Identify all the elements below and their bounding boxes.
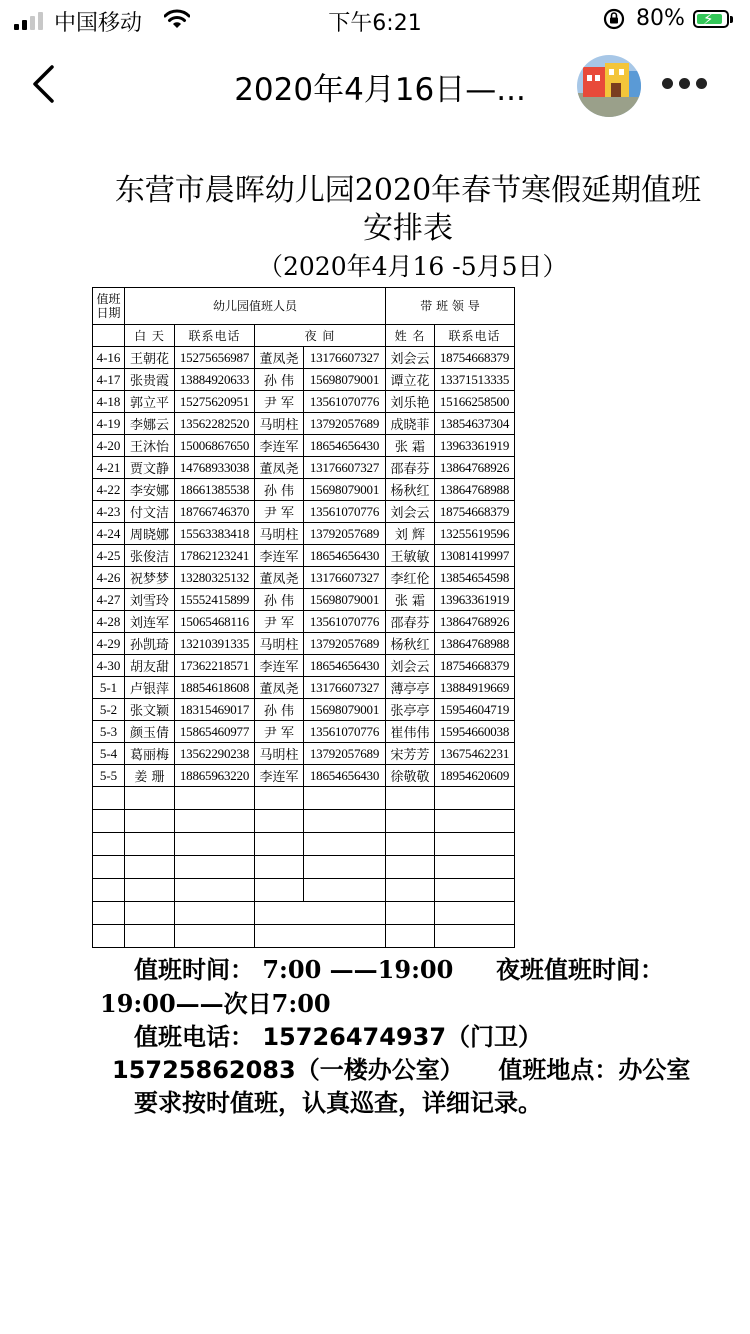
table-row xyxy=(93,589,515,611)
empty-table-row xyxy=(93,856,515,879)
empty-table-row xyxy=(93,787,515,810)
table-row xyxy=(93,457,515,479)
empty-cell xyxy=(93,925,125,948)
document-title: 东营市晨晖幼儿园2020年春节寒假延期值班安排表 xyxy=(114,173,702,246)
rotation-lock-icon xyxy=(603,8,625,30)
night-staff-name: 马明柱 xyxy=(255,523,304,545)
day-staff-phone: 13562290238 xyxy=(175,743,255,765)
night-staff-name: 李连军 xyxy=(255,765,304,787)
date-cell: 4-22 xyxy=(93,479,125,501)
empty-cell xyxy=(125,902,175,925)
date-cell: 4-30 xyxy=(93,655,125,677)
day-staff-name: 孙凯琦 xyxy=(125,633,175,655)
day-staff-phone: 15552415899 xyxy=(175,589,255,611)
night-staff-name: 董凤尧 xyxy=(255,677,304,699)
leader-phone: 13884919669 xyxy=(435,677,515,699)
day-staff-phone: 15006867650 xyxy=(175,435,255,457)
empty-cell xyxy=(255,810,304,833)
empty-cell xyxy=(304,833,386,856)
night-staff-name: 尹 军 xyxy=(255,721,304,743)
leader-phone: 18754668379 xyxy=(435,501,515,523)
night-staff-phone: 18654656430 xyxy=(304,655,386,677)
date-cell: 5-2 xyxy=(93,699,125,721)
date-cell: 4-23 xyxy=(93,501,125,523)
day-staff-name: 付文洁 xyxy=(125,501,175,523)
empty-cell xyxy=(435,925,515,948)
duty-notes xyxy=(100,953,710,1120)
leader-name: 邵春芬 xyxy=(386,611,435,633)
empty-cell xyxy=(93,833,125,856)
date-cell: 4-29 xyxy=(93,633,125,655)
empty-cell xyxy=(255,787,304,810)
leader-phone: 15166258500 xyxy=(435,391,515,413)
night-staff-phone: 13792057689 xyxy=(304,633,386,655)
leader-name: 崔伟伟 xyxy=(386,721,435,743)
night-staff-phone: 13561070776 xyxy=(304,391,386,413)
night-staff-name: 马明柱 xyxy=(255,743,304,765)
table-row xyxy=(93,721,515,743)
day-staff-phone: 14768933038 xyxy=(175,457,255,479)
night-duty-label: 夜班值班时间： xyxy=(496,956,665,984)
subheader-leader-name: 姓 名 xyxy=(386,325,435,347)
night-duty-time: 19:00——次日7:00 xyxy=(100,989,331,1018)
table-row xyxy=(93,347,515,369)
night-staff-phone: 13792057689 xyxy=(304,523,386,545)
leader-phone: 15954604719 xyxy=(435,699,515,721)
leader-phone: 13255619596 xyxy=(435,523,515,545)
duty-schedule-table xyxy=(92,287,515,948)
subheader-night: 夜 间 xyxy=(255,325,386,347)
date-cell: 4-25 xyxy=(93,545,125,567)
leader-phone: 13081419997 xyxy=(435,545,515,567)
carrier-name: 中国移动 xyxy=(54,11,143,36)
leader-name: 刘乐艳 xyxy=(386,391,435,413)
leader-phone: 13864768988 xyxy=(435,479,515,501)
empty-cell xyxy=(125,833,175,856)
night-staff-name: 马明柱 xyxy=(255,413,304,435)
empty-cell xyxy=(93,902,125,925)
empty-cell xyxy=(125,856,175,879)
date-cell: 4-24 xyxy=(93,523,125,545)
night-staff-phone: 13176607327 xyxy=(304,347,386,369)
day-staff-phone: 15563383418 xyxy=(175,523,255,545)
day-staff-name: 姜 珊 xyxy=(125,765,175,787)
night-staff-phone: 13176607327 xyxy=(304,677,386,699)
empty-table-row xyxy=(93,879,515,902)
more-options-icon[interactable] xyxy=(662,78,708,90)
night-staff-phone: 13176607327 xyxy=(304,567,386,589)
night-staff-phone: 13561070776 xyxy=(304,611,386,633)
night-staff-name: 孙 伟 xyxy=(255,699,304,721)
leader-phone: 13963361919 xyxy=(435,589,515,611)
night-staff-phone: 18654656430 xyxy=(304,435,386,457)
leader-phone: 18754668379 xyxy=(435,655,515,677)
leader-phone: 13854637304 xyxy=(435,413,515,435)
date-cell: 5-4 xyxy=(93,743,125,765)
avatar[interactable] xyxy=(577,55,641,117)
battery-percent: 80% xyxy=(636,6,685,31)
empty-cell xyxy=(255,879,304,902)
duty-phone-gate: 15726474937（门卫） xyxy=(262,1023,543,1051)
empty-cell xyxy=(255,902,386,925)
leader-name: 王敏敏 xyxy=(386,545,435,567)
day-staff-name: 祝梦梦 xyxy=(125,567,175,589)
empty-cell xyxy=(386,833,435,856)
duty-time-label: 值班时间： xyxy=(134,956,254,984)
day-staff-name: 卢银萍 xyxy=(125,677,175,699)
date-cell: 5-5 xyxy=(93,765,125,787)
day-staff-phone: 13562282520 xyxy=(175,413,255,435)
empty-table-row xyxy=(93,810,515,833)
back-chevron-icon[interactable] xyxy=(28,62,64,106)
table-row xyxy=(93,567,515,589)
day-staff-phone: 15275656987 xyxy=(175,347,255,369)
leader-name: 张亭亭 xyxy=(386,699,435,721)
day-staff-phone: 17862123241 xyxy=(175,545,255,567)
day-staff-name: 贾文静 xyxy=(125,457,175,479)
day-staff-name: 张俊洁 xyxy=(125,545,175,567)
date-cell: 4-26 xyxy=(93,567,125,589)
day-staff-phone: 17362218571 xyxy=(175,655,255,677)
day-staff-name: 王沐怡 xyxy=(125,435,175,457)
empty-cell xyxy=(175,902,255,925)
leader-name: 邵春芬 xyxy=(386,457,435,479)
night-staff-name: 马明柱 xyxy=(255,633,304,655)
empty-cell xyxy=(386,856,435,879)
empty-cell xyxy=(93,856,125,879)
night-staff-phone: 15698079001 xyxy=(304,589,386,611)
table-row xyxy=(93,699,515,721)
day-staff-name: 刘连军 xyxy=(125,611,175,633)
night-staff-name: 李连军 xyxy=(255,545,304,567)
date-cell: 5-3 xyxy=(93,721,125,743)
empty-cell xyxy=(435,856,515,879)
night-staff-name: 孙 伟 xyxy=(255,479,304,501)
leader-name: 刘 辉 xyxy=(386,523,435,545)
day-staff-name: 刘雪玲 xyxy=(125,589,175,611)
night-staff-name: 孙 伟 xyxy=(255,589,304,611)
empty-cell xyxy=(386,879,435,902)
empty-cell xyxy=(255,856,304,879)
leader-name: 徐敬敬 xyxy=(386,765,435,787)
empty-cell xyxy=(125,810,175,833)
empty-cell xyxy=(304,879,386,902)
day-staff-phone: 15065468116 xyxy=(175,611,255,633)
night-staff-name: 董凤尧 xyxy=(255,457,304,479)
empty-table-row xyxy=(93,902,515,925)
table-row xyxy=(93,479,515,501)
leader-name: 杨秋红 xyxy=(386,633,435,655)
day-staff-name: 李安娜 xyxy=(125,479,175,501)
day-staff-phone: 18315469017 xyxy=(175,699,255,721)
leader-name: 杨秋红 xyxy=(386,479,435,501)
status-bar xyxy=(0,0,750,40)
leader-phone: 13854654598 xyxy=(435,567,515,589)
empty-cell xyxy=(175,787,255,810)
empty-cell xyxy=(435,833,515,856)
empty-cell xyxy=(93,810,125,833)
leader-name: 张 霜 xyxy=(386,589,435,611)
day-duty-time: 7:00 ——19:00 xyxy=(262,955,454,984)
date-cell: 4-18 xyxy=(93,391,125,413)
day-staff-phone: 15275620951 xyxy=(175,391,255,413)
table-row xyxy=(93,743,515,765)
battery-icon: ⚡ xyxy=(693,10,729,28)
empty-cell xyxy=(175,810,255,833)
date-cell: 4-21 xyxy=(93,457,125,479)
day-staff-name: 颜玉倩 xyxy=(125,721,175,743)
empty-cell xyxy=(125,925,175,948)
empty-cell xyxy=(175,856,255,879)
night-staff-name: 孙 伟 xyxy=(255,369,304,391)
leader-name: 张 霜 xyxy=(386,435,435,457)
day-staff-phone: 18865963220 xyxy=(175,765,255,787)
empty-cell xyxy=(93,787,125,810)
day-staff-name: 郭立平 xyxy=(125,391,175,413)
day-staff-phone: 18766746370 xyxy=(175,501,255,523)
day-staff-name: 胡友甜 xyxy=(125,655,175,677)
duty-phone-label: 值班电话： xyxy=(134,1023,254,1051)
empty-cell xyxy=(435,879,515,902)
duty-requirement: 要求按时值班，认真巡查，详细记录。 xyxy=(134,1089,542,1117)
day-staff-name: 李娜云 xyxy=(125,413,175,435)
leader-phone: 13864768988 xyxy=(435,633,515,655)
subheader-phone: 联系电话 xyxy=(175,325,255,347)
leader-phone: 18754668379 xyxy=(435,347,515,369)
empty-cell xyxy=(175,879,255,902)
leader-name: 薄亭亭 xyxy=(386,677,435,699)
night-staff-phone: 13792057689 xyxy=(304,413,386,435)
empty-cell xyxy=(175,925,255,948)
night-staff-phone: 18654656430 xyxy=(304,545,386,567)
day-staff-name: 王朝花 xyxy=(125,347,175,369)
duty-location: 值班地点：办公室 xyxy=(498,1056,691,1084)
empty-cell xyxy=(386,902,435,925)
leader-name: 刘会云 xyxy=(386,655,435,677)
table-row xyxy=(93,391,515,413)
table-row xyxy=(93,765,515,787)
table-row xyxy=(93,611,515,633)
leader-phone: 13675462231 xyxy=(435,743,515,765)
table-row xyxy=(93,655,515,677)
date-cell: 5-1 xyxy=(93,677,125,699)
empty-cell xyxy=(255,833,304,856)
empty-cell xyxy=(125,787,175,810)
leader-phone: 13963361919 xyxy=(435,435,515,457)
day-staff-phone: 13280325132 xyxy=(175,567,255,589)
leader-phone: 13864768926 xyxy=(435,611,515,633)
leader-name: 刘会云 xyxy=(386,501,435,523)
subheader-leader-phone: 联系电话 xyxy=(435,325,515,347)
table-row xyxy=(93,545,515,567)
leader-phone: 13371513335 xyxy=(435,369,515,391)
date-cell: 4-19 xyxy=(93,413,125,435)
page-title: 2020年4月16日—... xyxy=(234,72,526,108)
night-staff-name: 李连军 xyxy=(255,655,304,677)
date-cell: 4-28 xyxy=(93,611,125,633)
leader-name: 宋芳芳 xyxy=(386,743,435,765)
night-staff-phone: 18654656430 xyxy=(304,765,386,787)
date-cell: 4-20 xyxy=(93,435,125,457)
empty-cell xyxy=(386,787,435,810)
night-staff-name: 董凤尧 xyxy=(255,567,304,589)
table-row xyxy=(93,369,515,391)
empty-cell xyxy=(435,810,515,833)
empty-cell xyxy=(304,787,386,810)
date-cell: 4-17 xyxy=(93,369,125,391)
night-staff-phone: 13176607327 xyxy=(304,457,386,479)
night-staff-name: 董凤尧 xyxy=(255,347,304,369)
night-staff-phone: 13792057689 xyxy=(304,743,386,765)
empty-cell xyxy=(304,810,386,833)
night-staff-phone: 13561070776 xyxy=(304,721,386,743)
day-staff-name: 张贵霞 xyxy=(125,369,175,391)
table-row xyxy=(93,413,515,435)
subheader-empty xyxy=(93,325,125,347)
leader-name: 刘会云 xyxy=(386,347,435,369)
night-staff-phone: 13561070776 xyxy=(304,501,386,523)
leader-phone: 18954620609 xyxy=(435,765,515,787)
header-staff: 幼儿园值班人员 xyxy=(125,288,386,325)
header-leader: 带 班 领 导 xyxy=(386,288,515,325)
subheader-day: 白 天 xyxy=(125,325,175,347)
document-subtitle: （2020年4月16 -5月5日） xyxy=(258,252,568,281)
date-cell: 4-27 xyxy=(93,589,125,611)
date-cell: 4-16 xyxy=(93,347,125,369)
empty-table-row xyxy=(93,925,515,948)
day-staff-phone: 15865460977 xyxy=(175,721,255,743)
table-row xyxy=(93,677,515,699)
empty-cell xyxy=(386,810,435,833)
table-row xyxy=(93,633,515,655)
day-staff-name: 葛丽梅 xyxy=(125,743,175,765)
day-staff-phone: 18854618608 xyxy=(175,677,255,699)
leader-phone: 15954660038 xyxy=(435,721,515,743)
empty-cell xyxy=(255,925,386,948)
night-staff-phone: 15698079001 xyxy=(304,479,386,501)
table-row xyxy=(93,501,515,523)
table-row xyxy=(93,523,515,545)
duty-phone-office: 15725862083（一楼办公室） xyxy=(112,1056,464,1084)
leader-phone: 13864768926 xyxy=(435,457,515,479)
table-row xyxy=(93,435,515,457)
day-staff-phone: 13884920633 xyxy=(175,369,255,391)
empty-cell xyxy=(125,879,175,902)
leader-name: 成晓菲 xyxy=(386,413,435,435)
night-staff-name: 李连军 xyxy=(255,435,304,457)
leader-name: 谭立花 xyxy=(386,369,435,391)
empty-cell xyxy=(435,902,515,925)
night-staff-phone: 15698079001 xyxy=(304,369,386,391)
empty-table-row xyxy=(93,833,515,856)
header-date: 值班日期 xyxy=(93,288,125,325)
day-staff-name: 张文颖 xyxy=(125,699,175,721)
day-staff-phone: 18661385538 xyxy=(175,479,255,501)
clock: 下午6:21 xyxy=(328,11,422,36)
night-staff-phone: 15698079001 xyxy=(304,699,386,721)
day-staff-phone: 13210391335 xyxy=(175,633,255,655)
empty-cell xyxy=(304,856,386,879)
day-staff-name: 周晓娜 xyxy=(125,523,175,545)
empty-cell xyxy=(175,833,255,856)
empty-cell xyxy=(435,787,515,810)
leader-name: 李红伦 xyxy=(386,567,435,589)
night-staff-name: 尹 军 xyxy=(255,391,304,413)
empty-cell xyxy=(93,879,125,902)
empty-cell xyxy=(386,925,435,948)
night-staff-name: 尹 军 xyxy=(255,501,304,523)
night-staff-name: 尹 军 xyxy=(255,611,304,633)
